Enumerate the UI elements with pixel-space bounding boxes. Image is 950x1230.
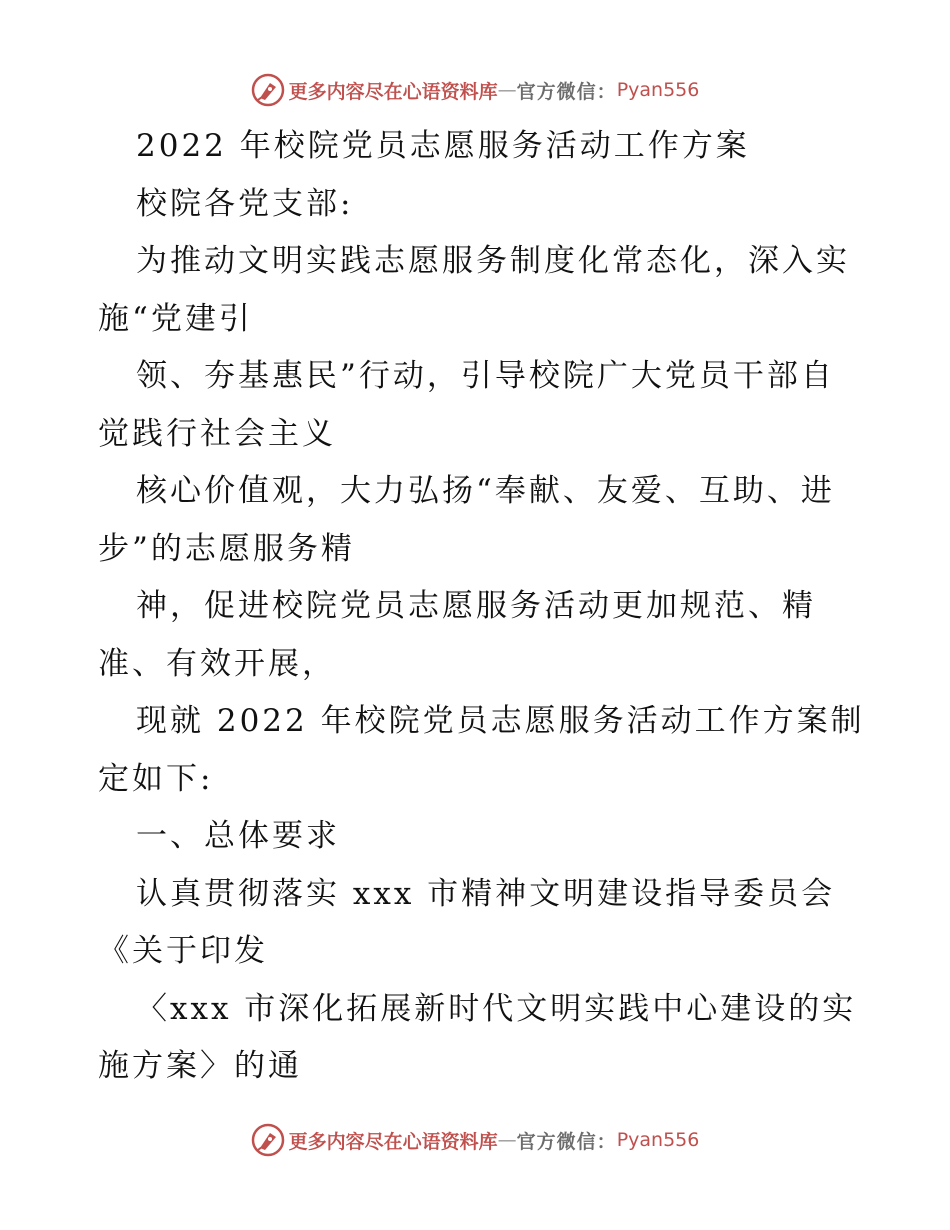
document-line: 《关于印发	[98, 933, 268, 969]
section-heading: 一、总体要求	[136, 818, 340, 854]
watermark-sub-text: 官方微信：	[516, 80, 617, 103]
document-line: 现就 2022 年校院党员志愿服务活动工作方案制	[136, 703, 865, 739]
document-line: 准、有效开展，	[98, 645, 336, 682]
watermark-dash: —	[497, 1129, 517, 1151]
document-line: 步”的志愿服务精	[98, 530, 355, 567]
document-line: 认真贯彻落实 xxx 市精神文明建设指导委员会	[136, 875, 836, 912]
pen-nib-icon	[251, 1123, 285, 1157]
pen-nib-icon	[251, 73, 285, 107]
document-line: 领、夯基惠民”行动，引导校院广大党员干部自	[136, 358, 835, 394]
watermark-main-text: 更多内容尽在心语资料库	[288, 80, 498, 103]
document-title: 2022 年校院党员志愿服务活动工作方案	[136, 128, 750, 164]
watermark-wechat-id: Pyan556	[616, 1129, 700, 1151]
document-line: 施方案〉的通	[98, 1048, 302, 1084]
document-line: 觉践行社会主义	[98, 415, 336, 452]
document-line: 定如下:	[98, 760, 214, 797]
watermark-footer	[0, 1120, 950, 1160]
watermark-sub-text: 官方微信：	[516, 1130, 617, 1153]
document-line: 神，促进校院党员志愿服务活动更加规范、精	[136, 588, 816, 624]
watermark-header	[0, 70, 950, 110]
document-body	[98, 118, 865, 1096]
watermark-main-text: 更多内容尽在心语资料库	[288, 1130, 498, 1153]
watermark-dash: —	[497, 79, 517, 101]
document-line: 为推动文明实践志愿服务制度化常态化，深入实	[136, 243, 850, 279]
document-line: 〈xxx 市深化拓展新时代文明实践中心建设的实	[136, 990, 857, 1027]
watermark-wechat-id: Pyan556	[616, 79, 700, 101]
document-line: 施“党建引	[98, 300, 253, 337]
document-line: 核心价值观，大力弘扬“奉献、友爱、互助、进	[136, 473, 835, 509]
document-line: 校院各党支部:	[136, 185, 354, 222]
